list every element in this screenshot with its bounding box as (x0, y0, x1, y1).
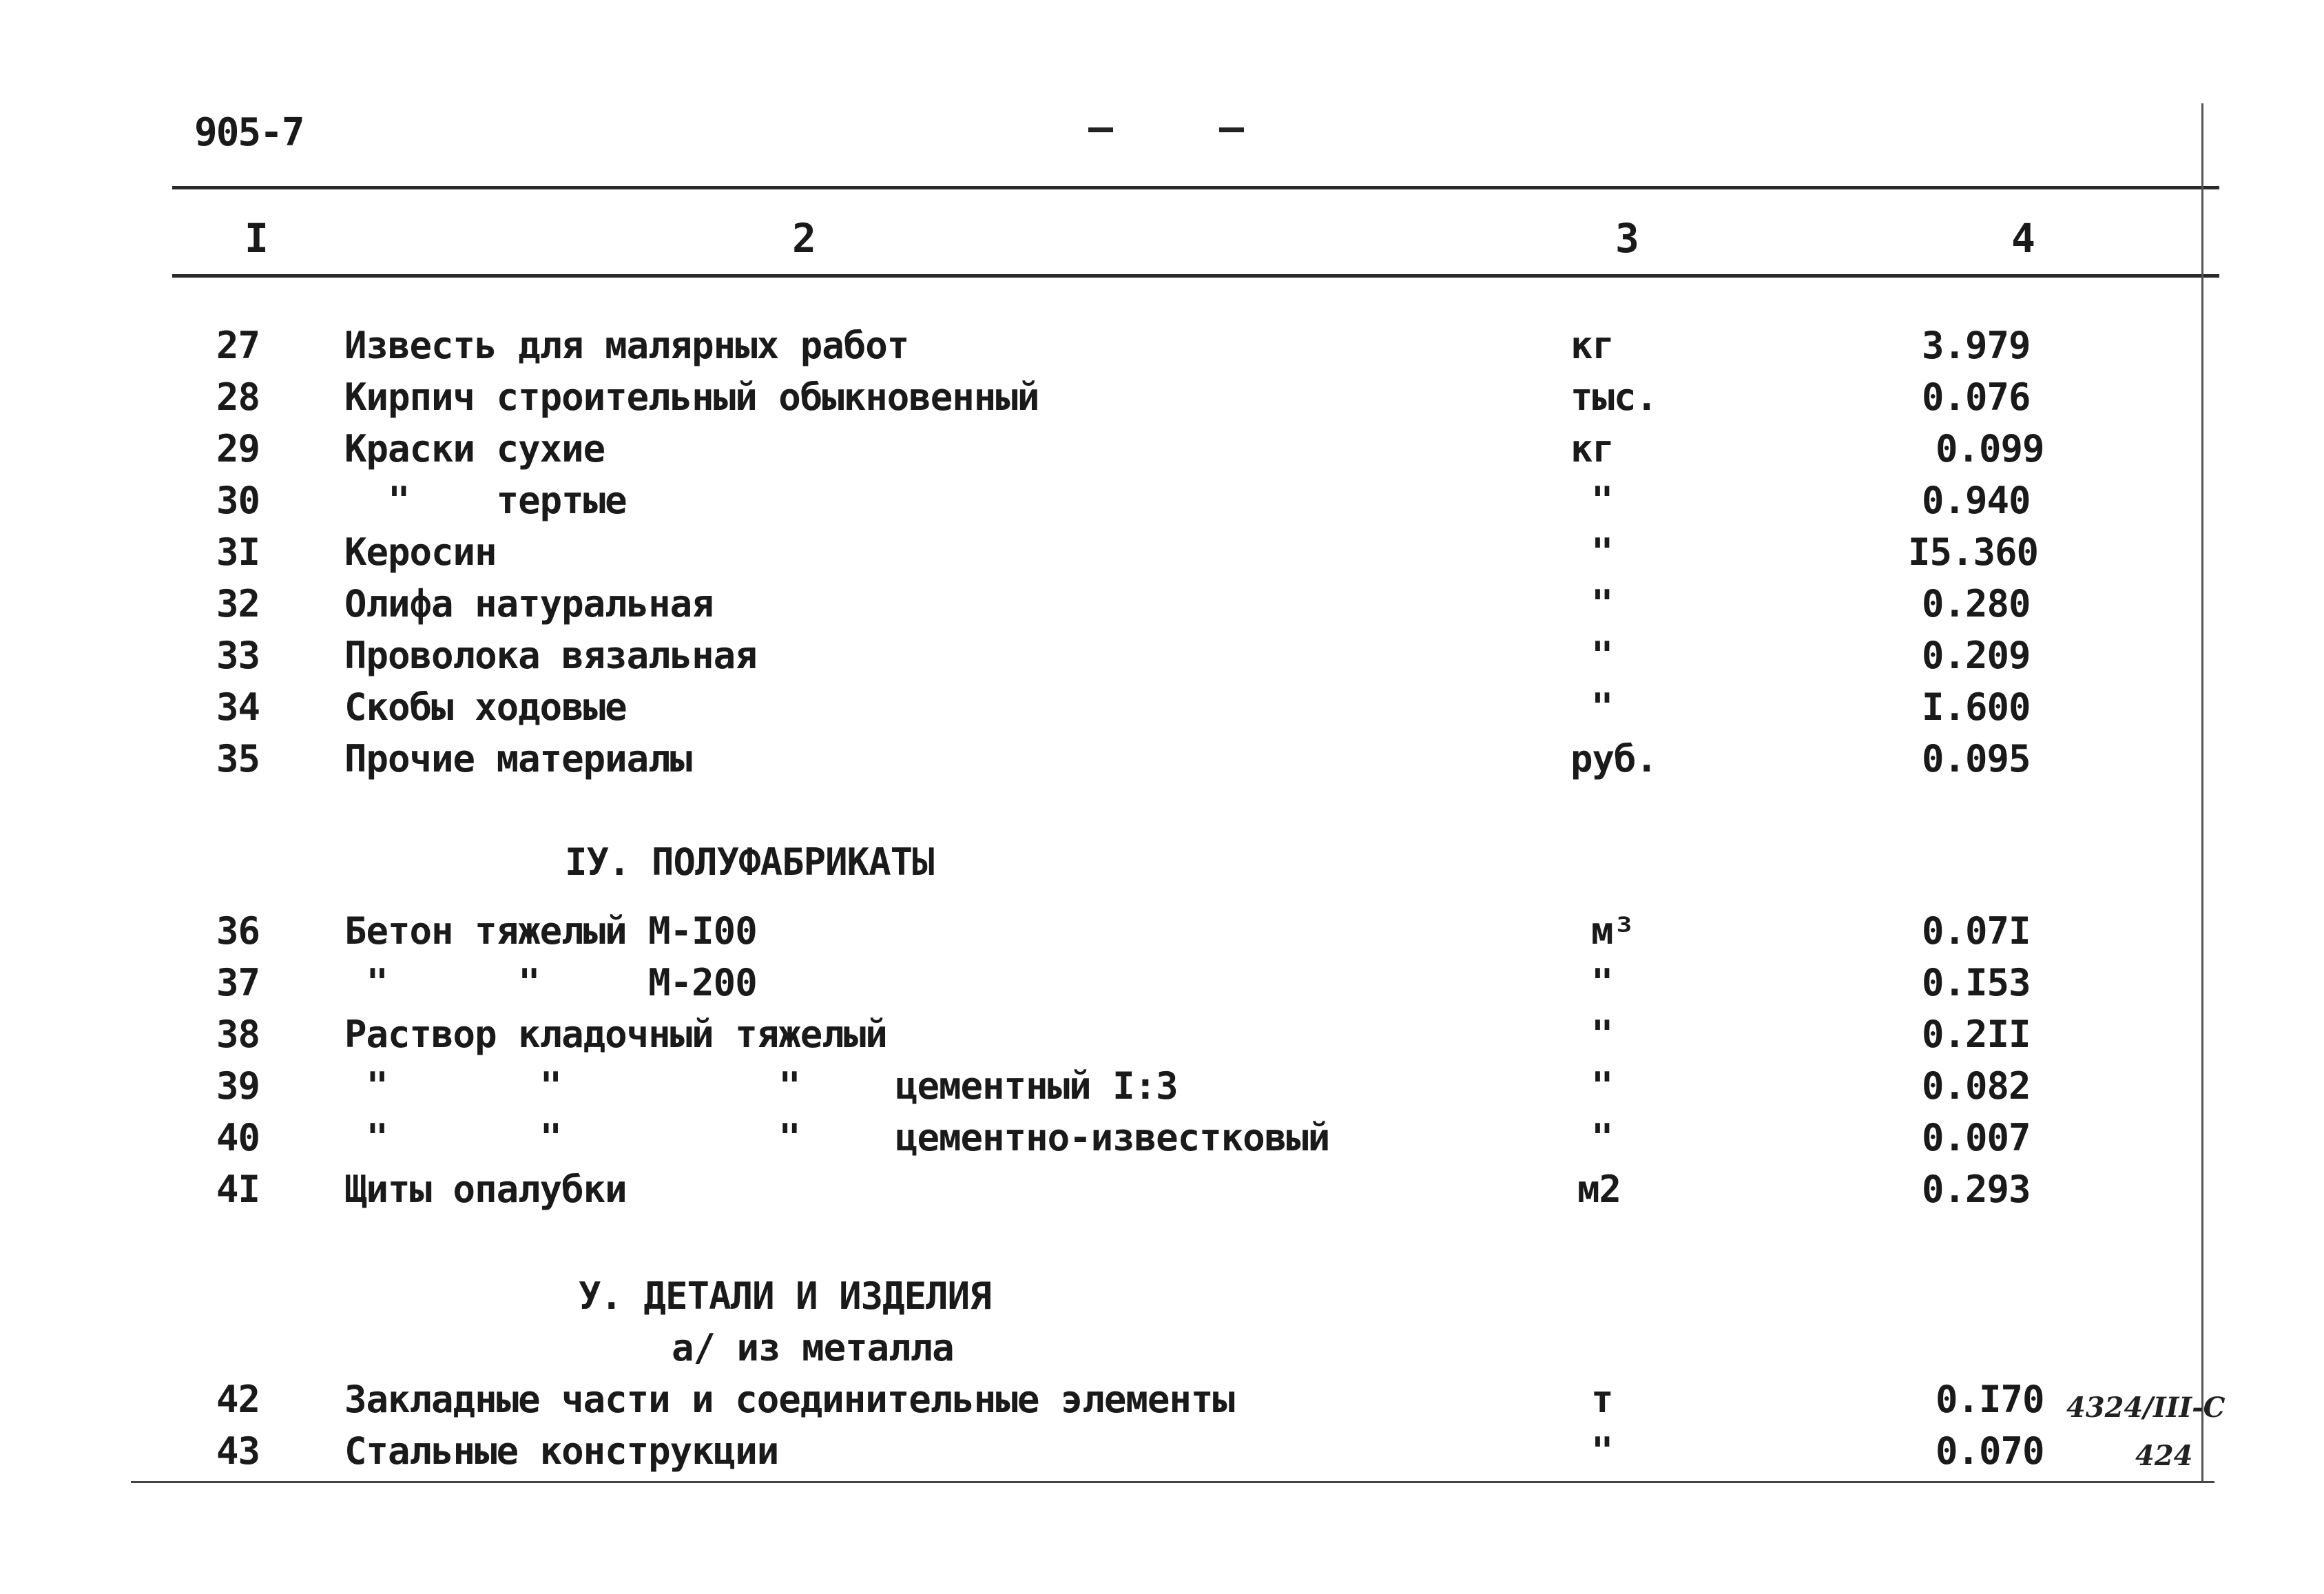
table-row (0, 530, 2324, 579)
row-name: Бетон тяжелый М-I00 (344, 909, 757, 953)
table-row (0, 1168, 2324, 1216)
document-code: 905-7 (194, 110, 304, 155)
row-number: 28 (216, 375, 260, 419)
table-row (0, 1064, 2324, 1112)
row-unit: кг (1570, 427, 1615, 470)
row-quantity: 0.095 (1922, 737, 2031, 780)
row-name-detail: цементно-известковый (895, 1116, 1330, 1159)
row-name: Стальные конструкции (344, 1429, 779, 1473)
row-unit: м³ (1591, 909, 1635, 953)
row-name: Олифа натуральная (344, 582, 714, 625)
table-row (0, 909, 2324, 958)
row-quantity: 0.I70 (1936, 1378, 2044, 1421)
row-unit: " (1591, 1116, 1613, 1159)
row-name: Щиты опалубки (344, 1168, 627, 1211)
table-row (0, 1116, 2324, 1164)
row-number: 35 (216, 737, 260, 780)
column-header-3: 3 (1615, 215, 1639, 262)
row-quantity: 0.I53 (1922, 961, 2031, 1004)
table-row (0, 375, 2324, 424)
section-title-semi-finished: IУ. ПОЛУФАБРИКАТЫ (565, 840, 934, 884)
table-row (0, 961, 2324, 1009)
row-unit: кг (1570, 324, 1615, 367)
column-header-4: 4 (2011, 215, 2035, 262)
table-row (0, 427, 2324, 475)
table-header-rule (172, 274, 2219, 278)
table-top-rule (172, 186, 2219, 189)
row-unit: тыс. (1570, 375, 1658, 419)
row-quantity: 0.293 (1922, 1168, 2031, 1211)
row-name: Керосин (344, 530, 497, 574)
table-row (0, 1378, 2324, 1426)
row-unit: " (1591, 961, 1613, 1004)
row-number: 32 (216, 582, 260, 625)
row-unit: " (1591, 530, 1613, 574)
row-name: Скобы ходовые (344, 685, 627, 729)
row-quantity: 0.082 (1922, 1064, 2031, 1108)
row-name: Кирпич строительный обыкновенный (344, 375, 1039, 419)
row-number: 4I (216, 1168, 260, 1211)
table-row (0, 1429, 2324, 1478)
row-unit: руб. (1570, 737, 1658, 780)
row-quantity: 3.979 (1922, 324, 2031, 367)
row-unit: " (1591, 582, 1613, 625)
handwritten-note: 4324/III-С (2066, 1391, 2226, 1424)
column-header-2: 2 (792, 215, 816, 262)
row-unit: " (1591, 1064, 1613, 1108)
table-row (0, 582, 2324, 630)
row-quantity: I.600 (1922, 685, 2031, 729)
row-quantity: 0.940 (1922, 479, 2031, 522)
row-unit: " (1591, 634, 1613, 677)
row-name: " " " (344, 1064, 800, 1108)
dash-mark (1088, 127, 1113, 132)
row-number: 3I (216, 530, 260, 574)
row-name: Раствор кладочный тяжелый (344, 1013, 887, 1056)
row-name: Прочие материалы (344, 737, 692, 780)
handwritten-note: 424 (2135, 1440, 2193, 1472)
row-unit: " (1591, 685, 1613, 729)
row-number: 39 (216, 1064, 260, 1108)
row-number: 38 (216, 1013, 260, 1056)
table-row (0, 324, 2324, 372)
row-number: 27 (216, 324, 260, 367)
row-name: Известь для малярных работ (344, 324, 909, 367)
row-quantity: 0.07I (1922, 909, 2031, 953)
table-row (0, 685, 2324, 734)
row-quantity: 0.280 (1922, 582, 2031, 625)
row-unit: м2 (1577, 1168, 1621, 1211)
table-right-rule (2201, 103, 2203, 1481)
row-number: 40 (216, 1116, 260, 1159)
row-quantity: 0.007 (1922, 1116, 2031, 1159)
row-quantity: 0.076 (1922, 375, 2031, 419)
row-unit: " (1591, 479, 1613, 522)
row-name: Краски сухие (344, 427, 605, 470)
table-row (0, 479, 2324, 527)
table-row (0, 1013, 2324, 1061)
row-number: 43 (216, 1429, 260, 1473)
row-quantity: 0.070 (1936, 1429, 2044, 1473)
row-number: 36 (216, 909, 260, 953)
row-quantity: 0.209 (1922, 634, 2031, 677)
table-bottom-rule (131, 1481, 2214, 1483)
column-header-1: I (245, 215, 269, 262)
row-number: 30 (216, 479, 260, 522)
row-unit: " (1591, 1013, 1613, 1056)
dash-mark (1219, 127, 1244, 132)
row-number: 37 (216, 961, 260, 1004)
row-name: " " М-200 (344, 961, 757, 1004)
section-title-details: У. ДЕТАЛИ И ИЗДЕЛИЯ (579, 1274, 991, 1318)
row-unit: т (1591, 1378, 1613, 1421)
row-unit: " (1591, 1429, 1613, 1473)
section-subtitle-metal: а/ из металла (672, 1326, 954, 1369)
table-row (0, 737, 2324, 785)
row-name: " тертые (344, 479, 627, 522)
row-number: 33 (216, 634, 260, 677)
row-name: Закладные части и соединительные элементы (344, 1378, 1234, 1421)
row-number: 42 (216, 1378, 260, 1421)
top-dash-marks (1088, 127, 1254, 141)
row-name: " " " (344, 1116, 800, 1159)
row-quantity: 0.2II (1922, 1013, 2031, 1056)
row-number: 34 (216, 685, 260, 729)
row-name-detail: цементный I:3 (895, 1064, 1178, 1108)
table-row (0, 634, 2324, 682)
row-name: Проволока вязальная (344, 634, 757, 677)
row-number: 29 (216, 427, 260, 470)
row-quantity: 0.099 (1936, 427, 2044, 470)
row-quantity: I5.360 (1908, 530, 2039, 574)
